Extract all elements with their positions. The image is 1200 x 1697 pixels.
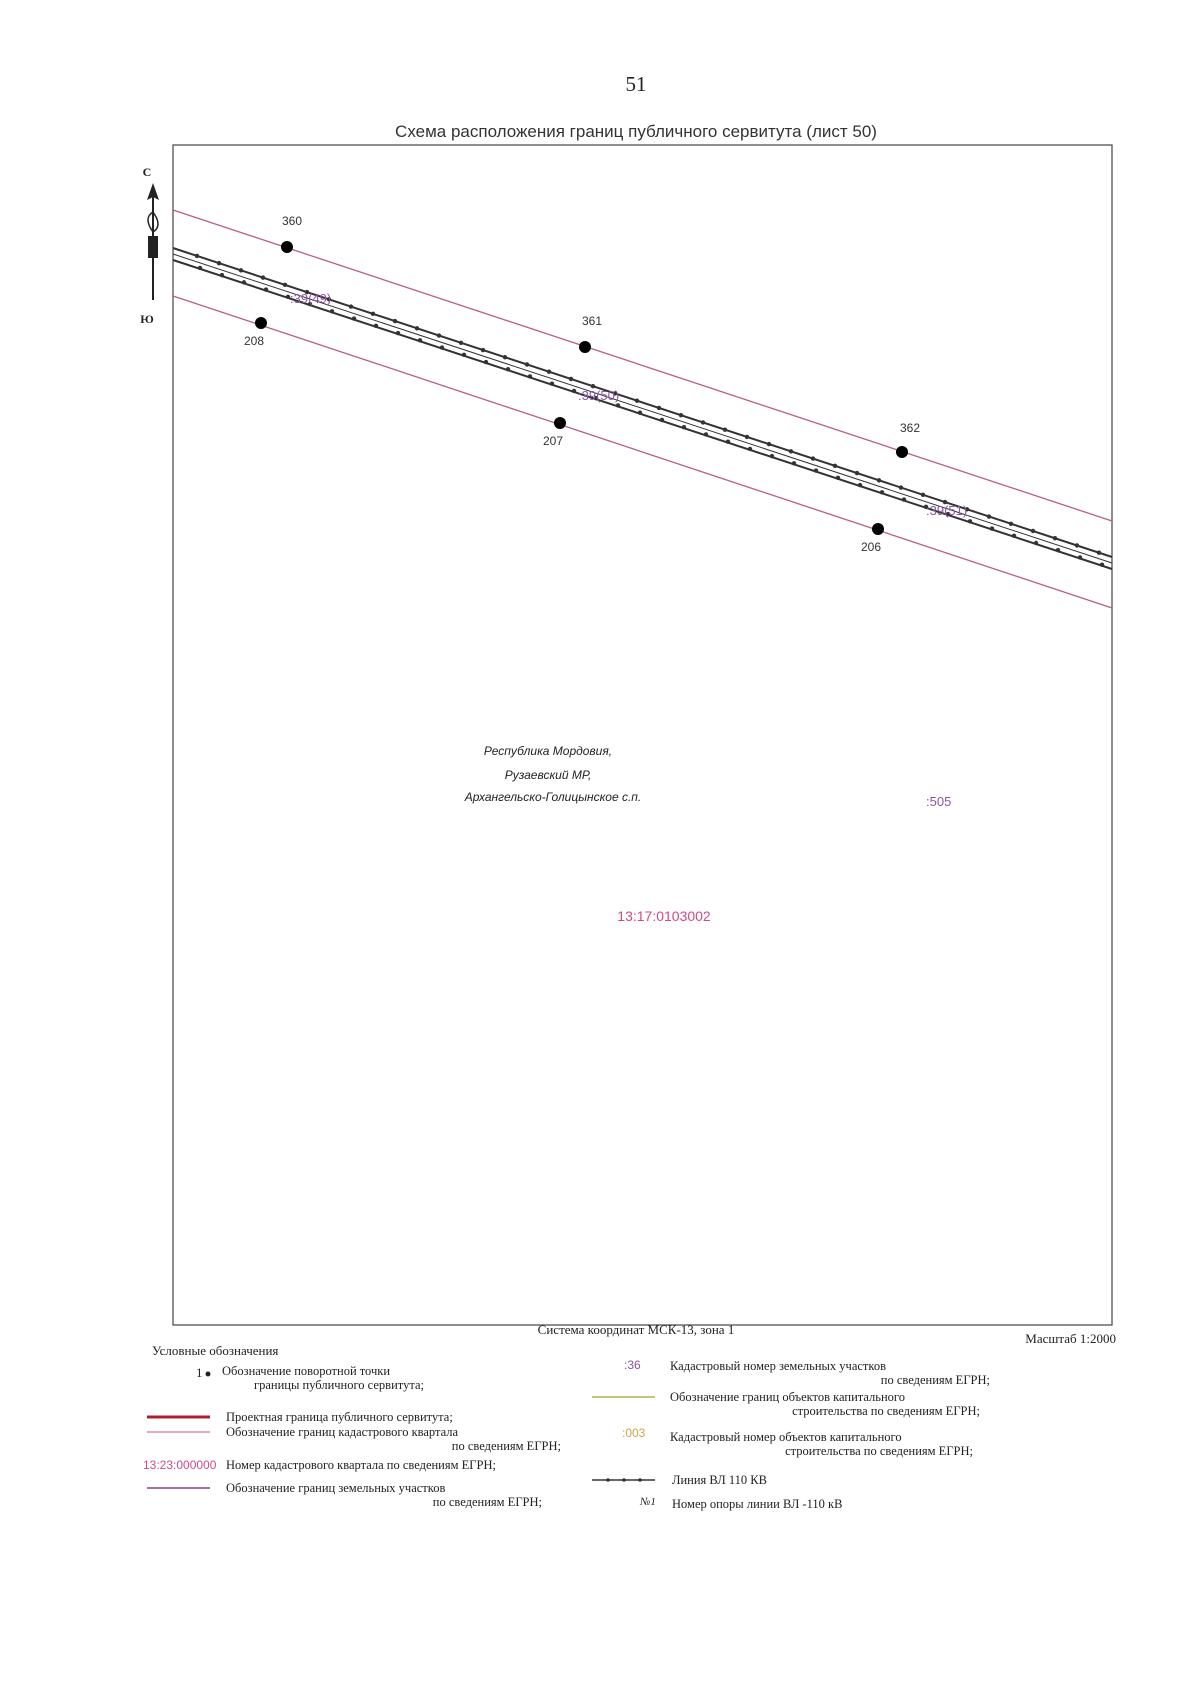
pole-marker (220, 273, 224, 277)
pole-marker (547, 370, 551, 374)
turning-point (861, 523, 884, 554)
compass-north-label: С (142, 165, 152, 179)
pole-marker (701, 420, 705, 424)
legend-text-line: по сведениям ЕГРН; (880, 1373, 990, 1387)
legend-text-line: Линия ВЛ 110 КВ (672, 1473, 767, 1487)
turning-point (896, 421, 920, 458)
pole-marker (374, 324, 378, 328)
pole-marker (1031, 529, 1035, 533)
pole-marker (1053, 536, 1057, 540)
servitude-boundary-south (173, 296, 1112, 608)
pole-marker (195, 254, 199, 258)
pole-marker (371, 312, 375, 316)
pole-marker (462, 353, 466, 357)
north-arrow-icon (140, 165, 159, 326)
map-title: Схема расположения границ публичного сервитута (лист 50) (395, 122, 877, 141)
pole-marker (525, 362, 529, 366)
pole-marker (902, 497, 906, 501)
pole-marker (836, 476, 840, 480)
pole-marker (704, 432, 708, 436)
pole-marker (349, 304, 353, 308)
pole-marker (459, 341, 463, 345)
pole-marker (723, 427, 727, 431)
legend-text-line: Кадастровый номер объектов капитального (670, 1430, 902, 1444)
pole-marker (638, 410, 642, 414)
legend-text-line: Кадастровый номер земельных участков (670, 1359, 886, 1373)
legend-text-line: Проектная граница публичного сервитута; (226, 1410, 453, 1424)
pole-marker (968, 519, 972, 523)
pole-marker (745, 435, 749, 439)
point-label: 208 (243, 334, 265, 348)
legend-sample-point: 1 (196, 1365, 203, 1380)
pole-marker (528, 374, 532, 378)
legend-item (672, 1497, 932, 1511)
point-label: 362 (899, 421, 921, 435)
pole-marker (503, 355, 507, 359)
legend-text-line: Обозначение границ объектов капитального (670, 1390, 905, 1404)
legend-text-line: Номер опоры линии ВЛ -110 кВ (672, 1497, 843, 1511)
legend-title: Условные обозначения (152, 1343, 279, 1358)
pole-marker (261, 275, 265, 279)
pole-marker (767, 442, 771, 446)
legend-text-line: Номер кадастрового квартала по сведениям ЕГРН; (226, 1458, 496, 1472)
pole-marker (1078, 555, 1082, 559)
pole-marker (198, 266, 202, 270)
pole-marker (1009, 522, 1013, 526)
legend-item (226, 1410, 566, 1424)
coordinate-system: Система координат МСК-13, зона 1 (537, 1322, 735, 1337)
pole-marker (418, 338, 422, 342)
pole-marker (1075, 543, 1079, 547)
pole-marker (877, 478, 881, 482)
legend-item (226, 1481, 542, 1509)
pole-marker (682, 425, 686, 429)
point-label: 361 (581, 314, 603, 328)
pole-marker (679, 413, 683, 417)
pole-marker (352, 316, 356, 320)
pole-marker (792, 461, 796, 465)
cadastral-quarter-number: 13:17:0103002 (617, 908, 711, 924)
legend-item (672, 1473, 872, 1487)
pole-marker (789, 449, 793, 453)
pole-marker (1034, 541, 1038, 545)
legend-text-line: строительства по сведениям ЕГРН; (785, 1444, 973, 1458)
pole-marker (506, 367, 510, 371)
pole-marker (770, 454, 774, 458)
pole-marker (1097, 551, 1101, 555)
pole-marker (616, 403, 620, 407)
pole-marker (1056, 548, 1060, 552)
point-label: 360 (281, 214, 303, 228)
pole-marker (572, 389, 576, 393)
legend-item (670, 1390, 980, 1418)
pole-marker (242, 280, 246, 284)
legend-text-line: границы публичного сервитута; (254, 1378, 424, 1392)
legend-item (226, 1458, 566, 1472)
legend-text-line: Обозначение поворотной точки (222, 1364, 391, 1378)
pole-marker (283, 283, 287, 287)
pole-marker (748, 447, 752, 451)
legend-sample-capital-number: :003 (622, 1426, 646, 1440)
pole-marker (330, 309, 334, 313)
pole-marker (990, 526, 994, 530)
point-label: 206 (860, 540, 882, 554)
pole-marker (726, 439, 730, 443)
pole-marker (437, 333, 441, 337)
pole-marker (440, 345, 444, 349)
pole-marker (217, 261, 221, 265)
pole-marker (415, 326, 419, 330)
legend-item (226, 1425, 561, 1453)
pole-marker (550, 382, 554, 386)
turning-point (281, 214, 302, 253)
legend-item (670, 1430, 973, 1458)
pole-marker (635, 398, 639, 402)
pole-marker (396, 331, 400, 335)
parcel-label: :39(51) (926, 503, 968, 518)
legend-text-line: Обозначение границ кадастрового квартала (226, 1425, 459, 1439)
legend-sample-quarter-number: 13:23:000000 (143, 1458, 217, 1472)
legend-sample-parcel-number: :36 (624, 1358, 641, 1372)
pole-marker (239, 268, 243, 272)
map-frame (173, 145, 1112, 1325)
pole-marker (814, 468, 818, 472)
pole-marker (1100, 563, 1104, 567)
legend-text-line: по сведениям ЕГРН; (451, 1439, 561, 1453)
pole-marker (481, 348, 485, 352)
pole-marker (987, 514, 991, 518)
pole-marker (264, 287, 268, 291)
pole-marker (899, 485, 903, 489)
servitude-boundary-north (173, 210, 1112, 521)
turning-point (579, 314, 602, 353)
legend-text-line: строительства по сведениям ЕГРН; (792, 1404, 980, 1418)
region-line: Рузаевский МР, (504, 768, 592, 782)
pole-marker (833, 464, 837, 468)
pole-marker (569, 377, 573, 381)
turning-point (244, 317, 267, 348)
parcel-label: :505 (926, 794, 952, 809)
point-label: 207 (542, 434, 564, 448)
region-line: Архангельско-Голицынское с.п. (464, 790, 642, 804)
legend-item (222, 1364, 512, 1392)
pole-marker (484, 360, 488, 364)
parcel-label: :39(50) (578, 388, 620, 403)
legend-sample-pole-number: №1 (640, 1496, 656, 1508)
pole-marker (880, 490, 884, 494)
parcel-label: :39(49) (290, 291, 332, 306)
pole-marker (660, 418, 664, 422)
legend-text-line: по сведениям ЕГРН; (432, 1495, 542, 1509)
pole-marker (921, 493, 925, 497)
pole-marker (393, 319, 397, 323)
compass-south-label: Ю (140, 312, 154, 326)
pole-marker (657, 406, 661, 410)
pole-marker (1012, 534, 1016, 538)
legend-text-line: Обозначение границ земельных участков (226, 1481, 446, 1495)
legend-item (670, 1359, 990, 1387)
scale-label: Масштаб 1:2000 (1025, 1331, 1116, 1346)
turning-point (543, 417, 566, 448)
pole-marker (855, 471, 859, 475)
pole-marker (811, 456, 815, 460)
page-number: 51 (625, 72, 647, 96)
region-line: Республика Мордовия, (483, 744, 613, 758)
pole-marker (858, 483, 862, 487)
